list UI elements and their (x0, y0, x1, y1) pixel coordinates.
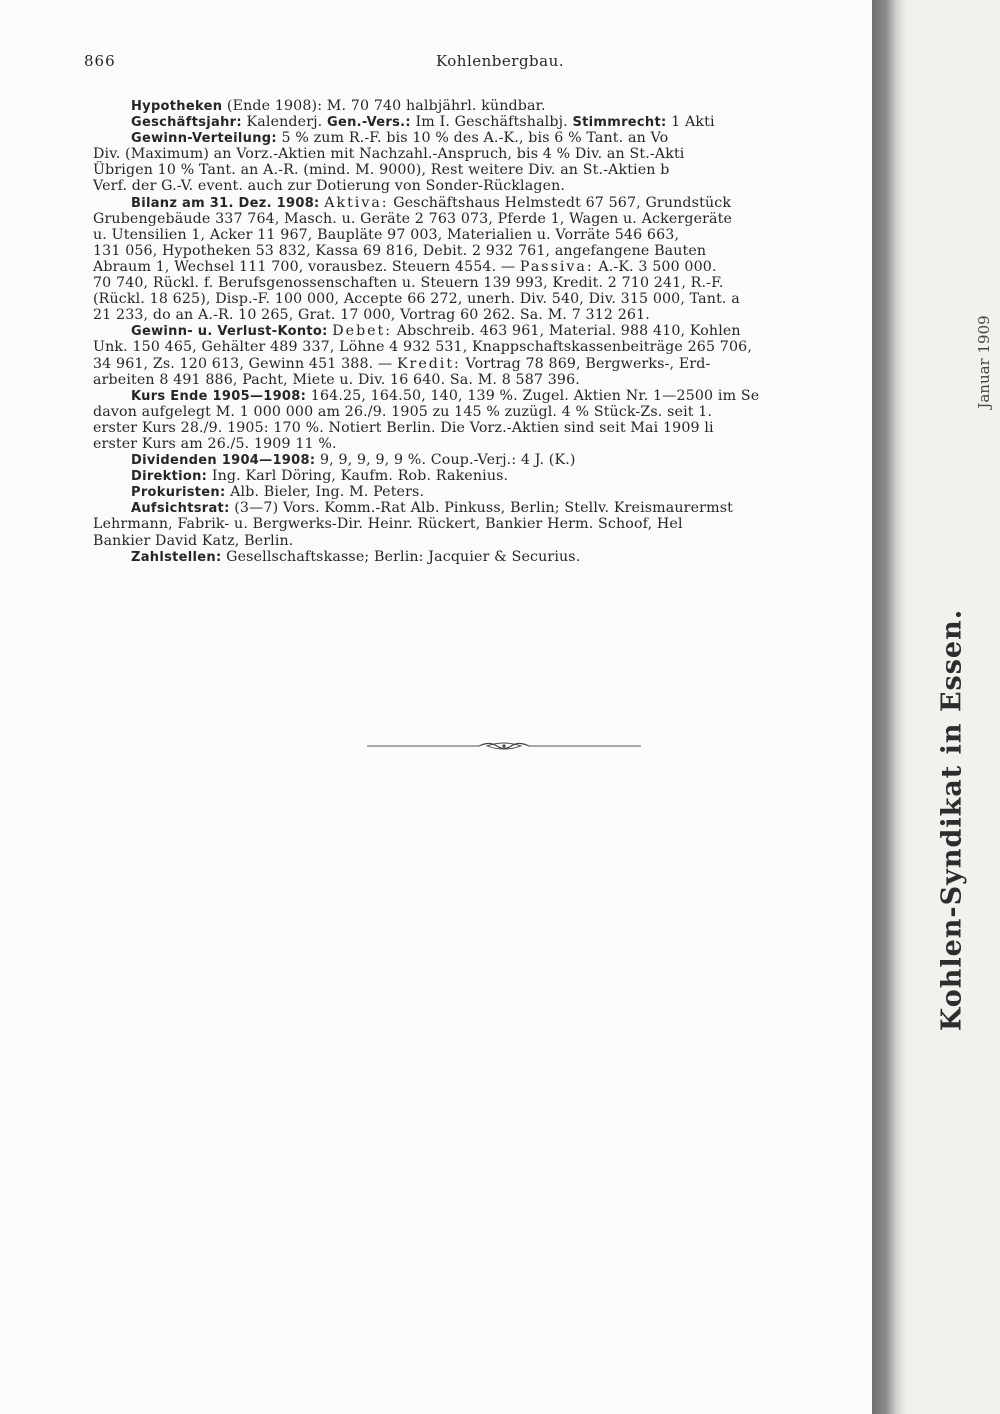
section-label: Gen.-Vers.: (327, 115, 411, 131)
section-label: Prokuristen: (131, 485, 226, 501)
text-line: Übrigen 10 % Tant. an A.-R. (mind. M. 9000), Rest weitere Div. an St.-Aktien b (93, 162, 670, 179)
text-line: Gewinn- u. Verlust-Konto: Debet: Abschreib. 463 961, Material. 988 410, Kohlen (131, 323, 741, 340)
section-label: Gewinn- u. Verlust-Konto: (131, 324, 328, 340)
text-line: erster Kurs am 26./5. 1909 11 %. (93, 435, 337, 452)
text-line: Direktion: Ing. Karl Döring, Kaufm. Rob. Rakenius. (131, 468, 509, 485)
spaced-heading: Debet: (332, 323, 393, 340)
spaced-heading: Kredit: (396, 355, 461, 372)
running-head: Kohlenbergbau. (435, 52, 565, 70)
spaced-heading: Passiva: (519, 258, 594, 275)
adjacent-page-date: Januar 1909 (975, 315, 993, 409)
text-line: Bilanz am 31. Dez. 1908: Aktiva: Geschäftshaus Helmstedt 67 567, Grundstück (131, 194, 732, 211)
adjacent-page-title: Kohlen-Syndikat in Essen. (936, 608, 968, 1032)
text-line: Zahlstellen: Gesellschaftskasse; Berlin: Jacquier & Securius. (131, 548, 581, 565)
text-line: 131 056, Hypotheken 53 832, Kassa 69 816, Debit. 2 932 761, angefangene Bauten (93, 242, 707, 259)
text-line: (Rückl. 18 625), Disp.-F. 100 000, Accepte 66 272, unerh. Div. 540, Div. 315 000, Tant. a (93, 291, 740, 308)
text-line: Div. (Maximum) an Vorz.-Aktien mit Nachzahl.-Anspruch, bis 4 % Div. an St.-Akti (93, 146, 685, 163)
text-line: arbeiten 8 491 886, Pacht, Miete u. Div. 16 640. Sa. M. 8 587 396. (93, 371, 580, 388)
text-line: Verf. der G.-V. event. auch zur Dotierung von Sonder-Rücklagen. (93, 178, 566, 195)
section-label: Aufsichtsrat: (131, 501, 230, 517)
text-line: Unk. 150 465, Gehälter 489 337, Löhne 4 932 531, Knappschaftskassenbeiträge 265 706, (93, 339, 752, 356)
text-line: Gewinn-Verteilung: 5 % zum R.-F. bis 10 % des A.-K., bis 6 % Tant. an Vo (131, 130, 669, 147)
section-label: Zahlstellen: (131, 549, 222, 565)
text-line: Kurs Ende 1905—1908: 164.25, 164.50, 140, 139 %. Zugel. Aktien Nr. 1—2500 im Se (131, 387, 760, 404)
page-number: 866 (84, 52, 116, 70)
text-line: 21 233, do an A.-R. 10 265, Grat. 17 000, Vortrag 60 262. Sa. M. 7 312 261. (93, 307, 650, 324)
text-line: u. Utensilien 1, Acker 11 967, Baupläte 97 003, Materialien u. Vorräte 546 663, (93, 226, 680, 243)
text-line: Geschäftsjahr: Kalenderj. Gen.-Vers.: Im I. Geschäftshalbj. Stimmrecht: 1 Akti (131, 114, 715, 131)
section-label: Kurs Ende 1905—1908: (131, 388, 307, 404)
section-label: Dividenden 1904—1908: (131, 453, 316, 469)
text-line: Bankier David Katz, Berlin. (93, 532, 294, 549)
section-label: Direktion: (131, 469, 208, 485)
text-line: Lehrmann, Fabrik- u. Bergwerks-Dir. Heinr. Rückert, Bankier Herm. Schoof, Hel (93, 516, 683, 533)
section-label: Gewinn-Verteilung: (131, 131, 277, 147)
section-label: Hypotheken (131, 99, 223, 114)
section-label: Geschäftsjahr: (131, 115, 242, 131)
text-line: davon aufgelegt M. 1 000 000 am 26./9. 1905 zu 145 % zuzügl. 4 % Stück-Zs. seit 1. (93, 403, 713, 420)
text-line: Prokuristen: Alb. Bieler, Ing. M. Peters. (131, 484, 425, 501)
text-line: erster Kurs 28./9. 1905: 170 %. Notiert Berlin. Die Vorz.-Aktien sind seit Mai 1909 li (93, 419, 714, 436)
section-label: Stimmrecht: (572, 115, 667, 131)
text-line: Abraum 1, Wechsel 111 700, vorausbez. Steuern 4554. — Passiva: A.-K. 3 500 000. (93, 258, 717, 275)
text-line: Hypotheken (Ende 1908): M. 70 740 halbjährl. kündbar. (131, 98, 546, 114)
company-entry-text (93, 98, 878, 565)
ornamental-divider (367, 741, 641, 751)
text-line: 70 740, Rückl. f. Berufsgenossenschaften u. Steuern 139 993, Kredit. 2 710 241, R.-F. (93, 275, 724, 292)
text-line: 34 961, Zs. 120 613, Gewinn 451 388. — Kredit: Vortrag 78 869, Bergwerks-, Erd- (93, 355, 711, 372)
text-line: Grubengebäude 337 764, Masch. u. Geräte 2 763 073, Pferde 1, Wagen u. Ackergeräte (93, 210, 733, 227)
spaced-heading: Aktiva: (324, 194, 389, 211)
text-line: Dividenden 1904—1908: 9, 9, 9, 9, 9 %. Coup.-Verj.: 4 J. (K.) (131, 452, 576, 469)
section-label: Bilanz am 31. Dez. 1908: (131, 195, 320, 211)
text-line: Aufsichtsrat: (3—7) Vors. Komm.-Rat Alb. Pinkuss, Berlin; Stellv. Kreismaurermst (131, 500, 733, 517)
